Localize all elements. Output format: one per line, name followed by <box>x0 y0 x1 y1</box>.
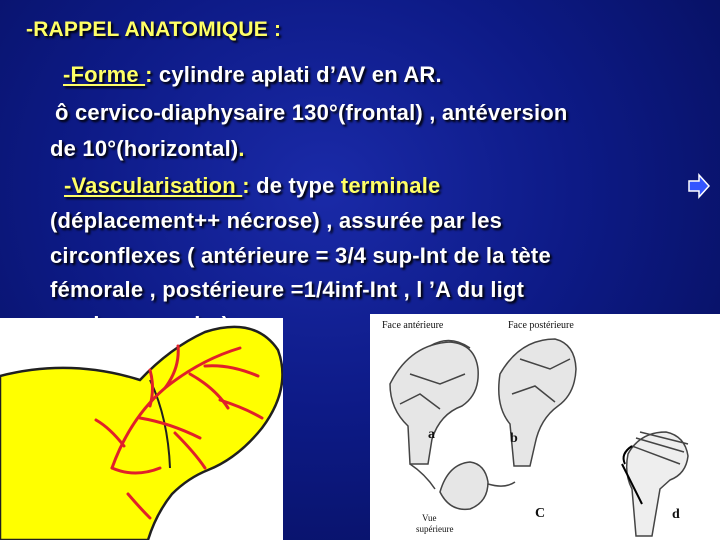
vasc-label: -Vascularisation <box>64 173 243 198</box>
forme-separator: : <box>145 62 159 87</box>
label-d: d <box>672 507 680 522</box>
femur-vascular-illustration <box>0 318 283 540</box>
label-b: b <box>510 431 518 446</box>
angle-line-2-period: . <box>238 136 245 161</box>
vasc-separator: : <box>242 173 257 198</box>
label-c: C <box>535 506 546 521</box>
forme-text: cylindre aplati d’AV en AR. <box>158 62 442 87</box>
vasc-line-4: fémorale , postérieure =1/4inf-Int , l ’A du ligt <box>50 277 525 302</box>
face-posterieure-caption: Face postérieure <box>508 320 574 331</box>
vasc-line <box>64 173 440 199</box>
right-arrow-icon[interactable] <box>688 173 710 199</box>
vue-caption-2: supérieure <box>416 524 454 534</box>
face-anterieure-caption: Face antérieure <box>382 320 444 331</box>
hip-anatomy-figure <box>370 314 720 540</box>
angle-line: ô cervico-diaphysaire 130°(frontal) , antéversion <box>55 100 568 125</box>
label-a: a <box>428 427 435 442</box>
slide-title: -RAPPEL ANATOMIQUE : <box>26 18 282 41</box>
angle-line-2-text: de 10°(horizontal) <box>50 136 239 161</box>
vasc-text: de type <box>256 173 341 198</box>
vasc-line-2: (déplacement++ nécrose) , assurée par les <box>50 208 503 233</box>
vasc-type: terminale <box>340 173 441 198</box>
angle-line-2 <box>50 136 245 162</box>
forme-line <box>63 62 442 88</box>
vasc-line-3: circonflexes ( antérieure = 3/4 sup-Int de la tète <box>50 243 551 268</box>
forme-label: -Forme <box>63 62 146 87</box>
vue-caption-1: Vue <box>422 513 437 523</box>
